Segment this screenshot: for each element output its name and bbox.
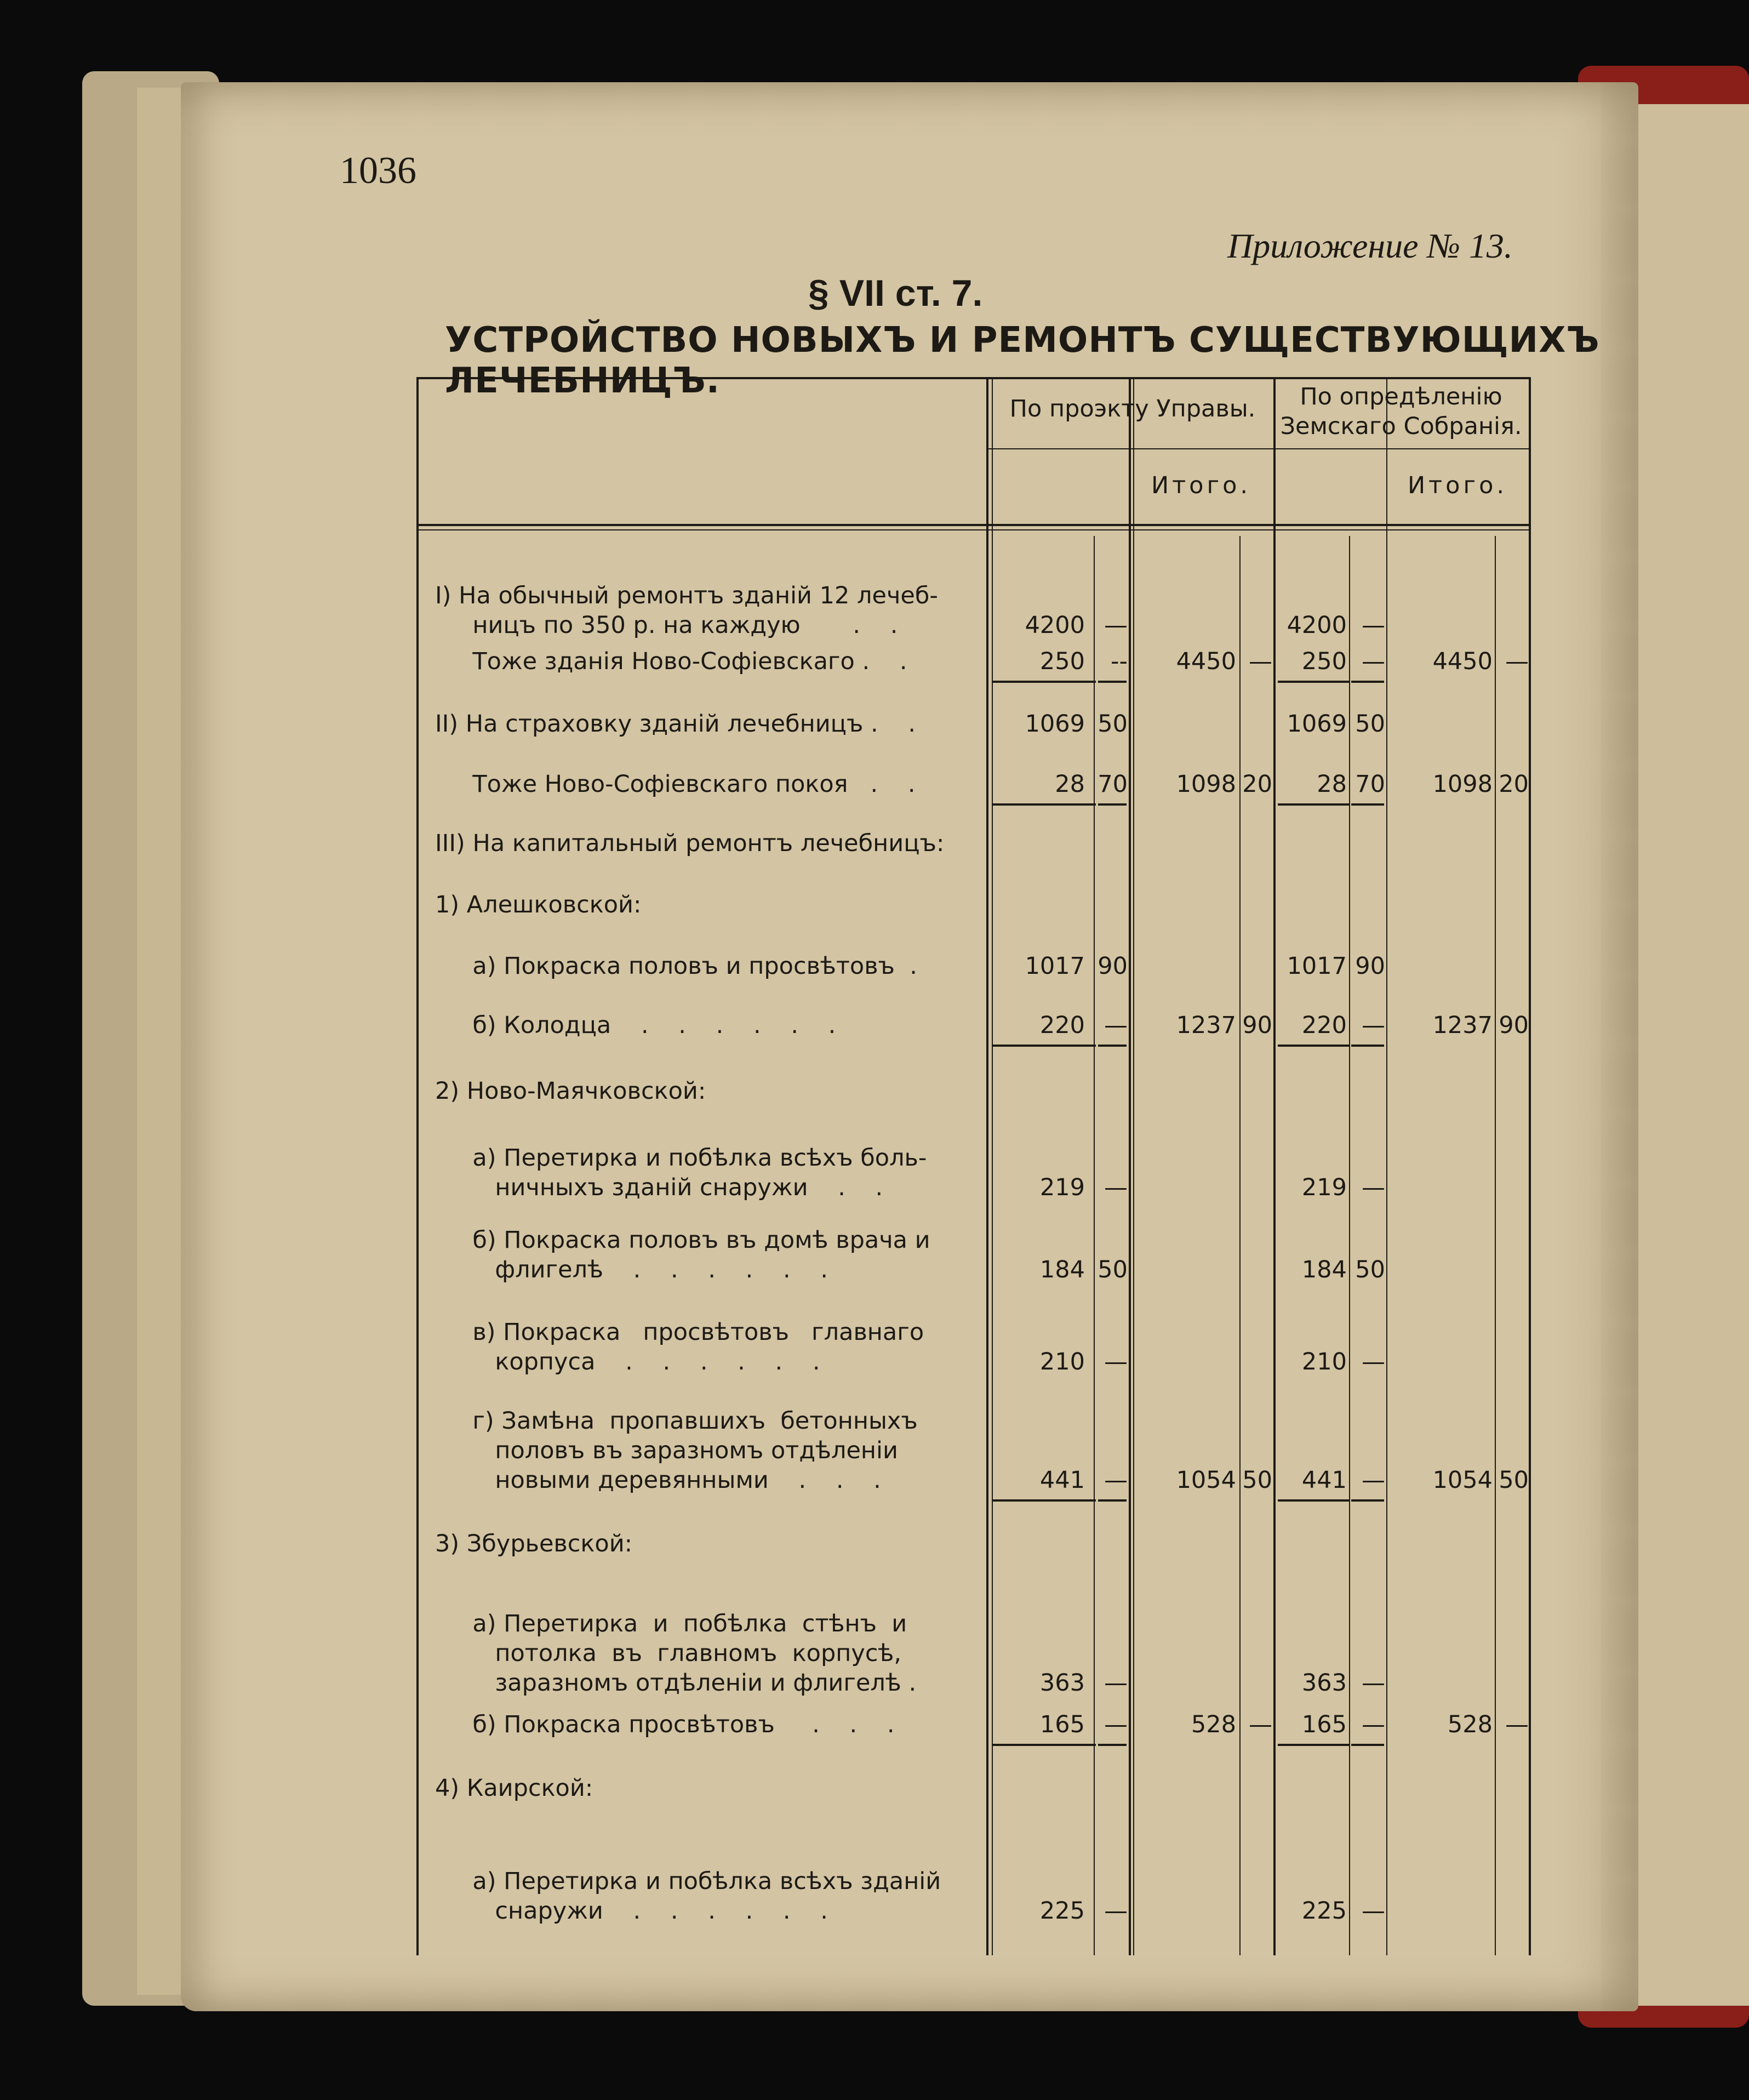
sum-rule bbox=[992, 1744, 1096, 1746]
row-label: потолка въ главномъ корпусѣ, bbox=[435, 1640, 902, 1667]
table-left-rule bbox=[416, 377, 419, 1955]
amount-p-r: 250 bbox=[1039, 648, 1085, 675]
amount-p-r: 1069 bbox=[1025, 710, 1085, 738]
header-bottom-rule bbox=[416, 524, 1529, 526]
amount-z-k: — bbox=[1362, 1348, 1385, 1376]
amount-z-k: 50 bbox=[1355, 710, 1385, 738]
col-rule bbox=[1386, 377, 1387, 1955]
header-itogo-uprava: Итого. bbox=[1151, 472, 1251, 499]
amount-z-r: 28 bbox=[1317, 771, 1347, 798]
amount-p-r: 4200 bbox=[1025, 612, 1085, 639]
sum-rule bbox=[1351, 681, 1384, 683]
amount-z-r: 1069 bbox=[1287, 710, 1347, 738]
amount-p-r: 184 bbox=[1039, 1256, 1085, 1283]
row-label: в) Покраска просвѣтовъ главнаго bbox=[435, 1319, 924, 1346]
row-label: III) На капитальный ремонтъ лечебницъ: bbox=[435, 830, 945, 857]
amount-p-tk: 20 bbox=[1242, 771, 1272, 798]
row-label: корпуса . . . . . . bbox=[435, 1348, 820, 1376]
amount-p-k: — bbox=[1104, 1466, 1128, 1494]
amount-z-tk: 20 bbox=[1499, 771, 1529, 798]
amount-p-tr: 1098 bbox=[1176, 771, 1236, 798]
amount-z-k: — bbox=[1362, 612, 1385, 639]
header-bottom-rule-2 bbox=[416, 529, 1529, 530]
amount-p-r: 219 bbox=[1039, 1174, 1085, 1201]
amount-p-tk: — bbox=[1249, 648, 1272, 675]
sum-rule bbox=[1278, 1045, 1349, 1047]
amount-z-tr: 1098 bbox=[1432, 771, 1493, 798]
sum-rule bbox=[1351, 1045, 1384, 1047]
sum-rule bbox=[992, 803, 1096, 806]
table-right-rule bbox=[1529, 377, 1531, 1955]
amount-z-r: 220 bbox=[1301, 1012, 1347, 1039]
amount-p-k: — bbox=[1104, 1012, 1128, 1039]
amount-p-r: 28 bbox=[1055, 771, 1085, 798]
page-number: 1036 bbox=[340, 150, 416, 192]
row-label: 4) Каирской: bbox=[435, 1774, 593, 1802]
row-label: флигелѣ . . . . . . bbox=[435, 1256, 828, 1283]
amount-z-k: — bbox=[1362, 1466, 1385, 1494]
amount-z-tk: 90 bbox=[1499, 1012, 1529, 1039]
row-label: а) Перетирка и побѣлка всѣхъ зданій bbox=[435, 1868, 941, 1895]
header-uprava: По проэкту Управы. bbox=[1009, 395, 1256, 423]
amount-z-r: 250 bbox=[1301, 648, 1347, 675]
amount-z-r: 1017 bbox=[1287, 952, 1347, 980]
budget-table bbox=[416, 377, 1534, 1955]
header-sobranie-1: По опредѣленію bbox=[1300, 383, 1502, 410]
amount-p-k: — bbox=[1104, 612, 1128, 639]
sum-rule bbox=[1351, 1499, 1384, 1502]
amount-p-k: 50 bbox=[1098, 710, 1128, 738]
col-rule bbox=[1495, 536, 1496, 1955]
amount-p-k: 70 bbox=[1098, 771, 1128, 798]
amount-p-k: 90 bbox=[1098, 952, 1128, 980]
sum-rule bbox=[1098, 803, 1127, 806]
amount-z-k: 70 bbox=[1355, 771, 1385, 798]
row-label: снаружи . . . . . . bbox=[435, 1897, 828, 1925]
row-label: б) Колодца . . . . . . bbox=[435, 1012, 836, 1039]
amount-z-tk: — bbox=[1505, 648, 1529, 675]
amount-p-k: -- bbox=[1110, 648, 1128, 675]
row-label: а) Покраска половъ и просвѣтовъ . bbox=[435, 952, 917, 980]
amount-z-tr: 528 bbox=[1447, 1711, 1493, 1738]
amount-z-r: 363 bbox=[1301, 1669, 1347, 1697]
row-label: ницъ по 350 р. на каждую . . bbox=[435, 612, 898, 639]
amount-p-r: 210 bbox=[1039, 1348, 1085, 1376]
amount-z-r: 184 bbox=[1301, 1256, 1347, 1283]
row-label: Тоже зданія Ново-Софіевскаго . . bbox=[435, 648, 907, 675]
amount-z-tr: 1237 bbox=[1432, 1012, 1493, 1039]
section-heading: § VII ст. 7. bbox=[808, 272, 983, 314]
sum-rule bbox=[1351, 1744, 1384, 1746]
amount-p-r: 220 bbox=[1039, 1012, 1085, 1039]
amount-p-k: — bbox=[1104, 1348, 1128, 1376]
amount-z-r: 441 bbox=[1301, 1466, 1347, 1494]
header-sobranie-2: Земскаго Собранія. bbox=[1280, 413, 1522, 440]
amount-p-tk: 50 bbox=[1242, 1466, 1272, 1494]
sum-rule bbox=[992, 681, 1096, 683]
table-top-rule bbox=[416, 377, 1529, 379]
row-label: II) На страховку зданій лечебницъ . . bbox=[435, 710, 916, 738]
row-label: заразномъ отдѣленіи и флигелѣ . bbox=[435, 1669, 917, 1697]
amount-z-k: — bbox=[1362, 648, 1385, 675]
amount-z-k: — bbox=[1362, 1897, 1385, 1925]
sum-rule bbox=[1098, 1499, 1127, 1502]
header-mid-rule bbox=[986, 448, 1529, 449]
amount-p-k: — bbox=[1104, 1711, 1128, 1738]
row-label: б) Покраска просвѣтовъ . . . bbox=[435, 1711, 895, 1738]
amount-z-tk: — bbox=[1505, 1711, 1529, 1738]
amount-p-tk: — bbox=[1249, 1711, 1272, 1738]
sum-rule bbox=[992, 1045, 1096, 1047]
amount-p-tr: 4450 bbox=[1176, 648, 1236, 675]
amount-p-r: 363 bbox=[1039, 1669, 1085, 1697]
amount-p-r: 441 bbox=[1039, 1466, 1085, 1494]
amount-z-k: 90 bbox=[1355, 952, 1385, 980]
sum-rule bbox=[1098, 1744, 1127, 1746]
amount-z-r: 219 bbox=[1301, 1174, 1347, 1201]
row-label: ничныхъ зданій снаружи . . bbox=[435, 1174, 883, 1201]
amount-z-tr: 1054 bbox=[1432, 1466, 1493, 1494]
header-itogo-sobranie: Итого. bbox=[1407, 472, 1508, 499]
page-title: УСТРОЙСТВО НОВЫХЪ И РЕМОНТЪ СУЩЕСТВУЮЩИХЪ ЛЕЧЕБНИЦЪ. bbox=[445, 320, 1600, 401]
amount-z-k: — bbox=[1362, 1174, 1385, 1201]
row-label: г) Замѣна пропавшихъ бетонныхъ bbox=[435, 1407, 918, 1435]
amount-z-r: 4200 bbox=[1287, 612, 1347, 639]
sum-rule bbox=[1278, 1744, 1349, 1746]
row-label: 1) Алешковской: bbox=[435, 891, 642, 918]
row-label: 3) Збурьевской: bbox=[435, 1530, 633, 1557]
sum-rule bbox=[1098, 1045, 1127, 1047]
sum-rule bbox=[992, 1499, 1096, 1502]
amount-p-r: 225 bbox=[1039, 1897, 1085, 1925]
amount-p-r: 1017 bbox=[1025, 952, 1085, 980]
row-label: а) Перетирка и побѣлка стѣнъ и bbox=[435, 1610, 907, 1637]
row-label: б) Покраска половъ въ домѣ врача и bbox=[435, 1226, 930, 1254]
amount-z-k: 50 bbox=[1355, 1256, 1385, 1283]
amount-p-k: 50 bbox=[1098, 1256, 1128, 1283]
sum-rule bbox=[1098, 681, 1127, 683]
amount-z-r: 165 bbox=[1301, 1711, 1347, 1738]
row-label: I) На обычный ремонтъ зданій 12 лечеб- bbox=[435, 582, 938, 609]
sum-rule bbox=[1351, 803, 1384, 806]
amount-p-tr: 1237 bbox=[1176, 1012, 1236, 1039]
sum-rule bbox=[1278, 803, 1349, 806]
amount-z-tk: 50 bbox=[1499, 1466, 1529, 1494]
amount-z-r: 225 bbox=[1301, 1897, 1347, 1925]
row-label: половъ въ заразномъ отдѣленіи bbox=[435, 1437, 898, 1464]
row-label: новыми деревянными . . . bbox=[435, 1466, 881, 1494]
amount-z-k: — bbox=[1362, 1711, 1385, 1738]
amount-p-tr: 528 bbox=[1191, 1711, 1236, 1738]
amount-z-r: 210 bbox=[1301, 1348, 1347, 1376]
amount-p-tr: 1054 bbox=[1176, 1466, 1236, 1494]
sum-rule bbox=[1278, 681, 1349, 683]
row-label: а) Перетирка и побѣлка всѣхъ боль- bbox=[435, 1144, 927, 1172]
amount-z-k: — bbox=[1362, 1012, 1385, 1039]
amount-p-r: 165 bbox=[1039, 1711, 1085, 1738]
amount-z-k: — bbox=[1362, 1669, 1385, 1697]
sum-rule bbox=[1278, 1499, 1349, 1502]
amount-p-k: — bbox=[1104, 1669, 1128, 1697]
row-label: Тоже Ново-Софіевскаго покоя . . bbox=[435, 771, 916, 798]
amount-z-tr: 4450 bbox=[1432, 648, 1493, 675]
amount-p-k: — bbox=[1104, 1897, 1128, 1925]
appendix-label: Приложение № 13. bbox=[1227, 226, 1513, 265]
amount-p-tk: 90 bbox=[1242, 1012, 1272, 1039]
amount-p-k: — bbox=[1104, 1174, 1128, 1201]
row-label: 2) Ново-Маячковской: bbox=[435, 1077, 706, 1105]
